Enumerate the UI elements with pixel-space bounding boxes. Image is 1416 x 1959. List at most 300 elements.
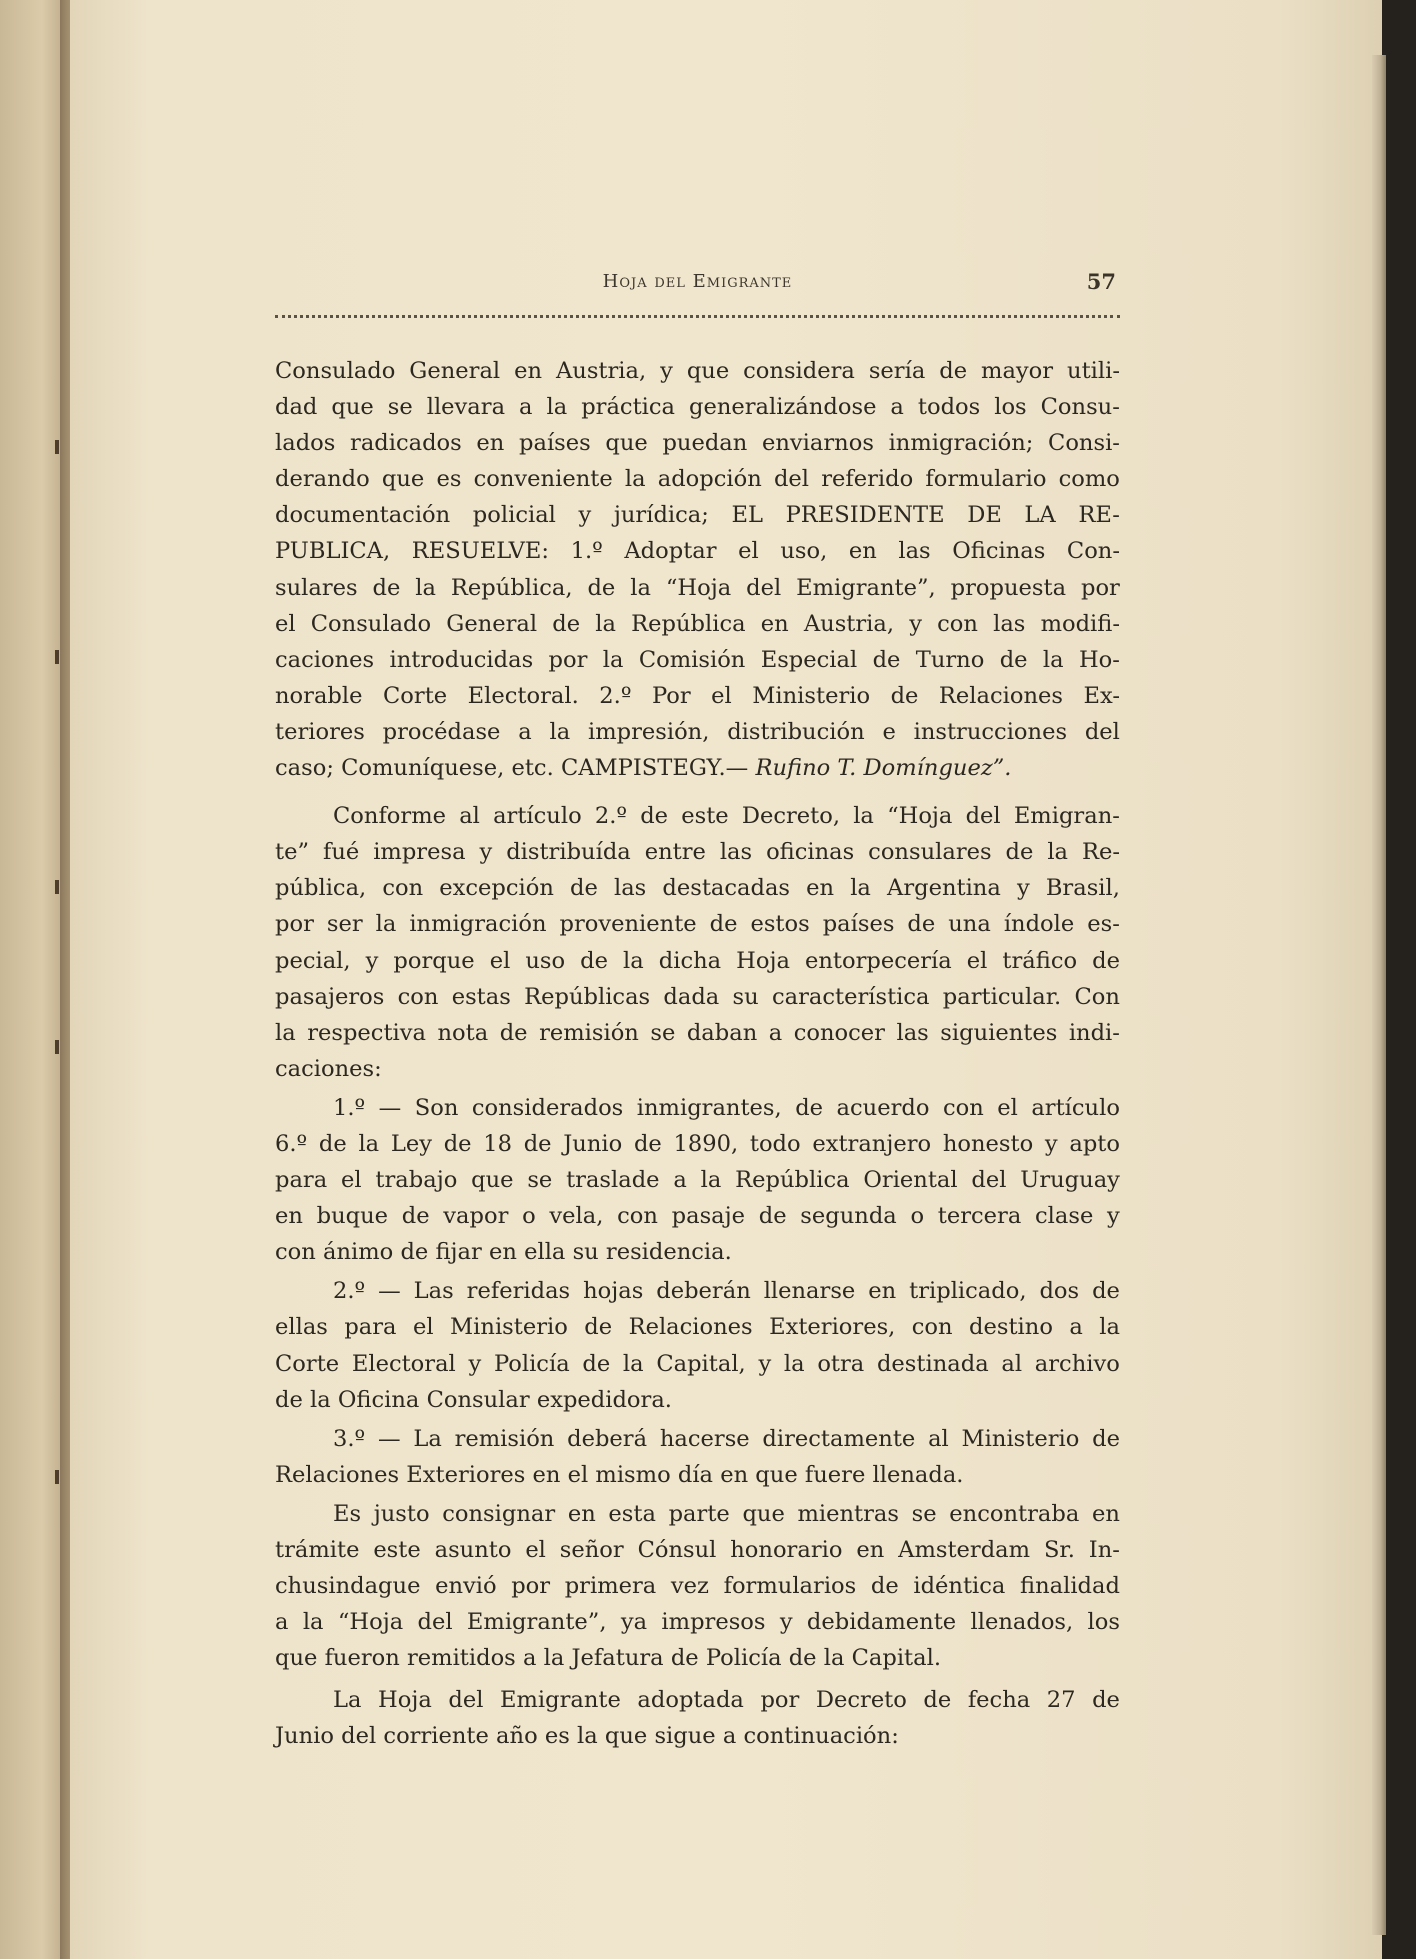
word: con: [397, 983, 439, 1010]
word: la: [630, 574, 651, 601]
word: del: [1084, 718, 1120, 745]
word: “Hoja: [887, 803, 953, 830]
word: considera: [743, 358, 855, 384]
word: de: [907, 911, 936, 938]
text-line: Relaciones Exteriores en el mismo día en que fuere llenada.: [275, 1461, 964, 1488]
word: dad: [275, 394, 318, 421]
word: te”: [275, 839, 310, 866]
word: Policía: [493, 1350, 570, 1377]
word: en: [514, 358, 543, 384]
text-line: [275, 461, 1120, 497]
word: una: [948, 911, 991, 938]
word: para: [344, 1314, 397, 1341]
word: pasajeros: [275, 983, 385, 1010]
word: a: [519, 394, 533, 421]
word: nota: [437, 1019, 489, 1046]
word: acuerdo: [836, 1094, 930, 1121]
word: clase: [1035, 1203, 1094, 1230]
word: apto: [1069, 1130, 1120, 1157]
word: República,: [450, 574, 573, 601]
word: —: [378, 1094, 402, 1121]
word: Adoptar: [624, 538, 717, 565]
word: el: [412, 1314, 434, 1341]
paragraph: [275, 1421, 1120, 1493]
word: y: [468, 1350, 482, 1377]
word: práctica: [581, 394, 676, 421]
word: referidas: [466, 1278, 571, 1305]
text-line: [275, 353, 1120, 389]
word: con: [382, 875, 424, 902]
word: distribución: [727, 718, 865, 745]
word: en: [275, 1203, 303, 1230]
text-line: [275, 1162, 1120, 1198]
word: países: [822, 911, 895, 938]
word: índole: [1003, 911, 1075, 938]
word: fecha: [967, 1687, 1031, 1714]
word: destacadas: [662, 875, 791, 902]
word: al: [928, 1425, 949, 1452]
word: 2.º: [333, 1278, 366, 1305]
word: Emigran-: [1013, 803, 1120, 830]
word: mientras: [797, 1500, 900, 1527]
word: a: [518, 718, 532, 745]
word: porque: [393, 947, 475, 974]
word: se: [911, 1500, 937, 1527]
word: y: [758, 1350, 772, 1377]
word: impresión,: [587, 718, 710, 745]
word: todo: [749, 1130, 801, 1157]
word: policial: [472, 502, 556, 529]
word: Austria,: [555, 358, 647, 384]
word: en: [848, 538, 877, 565]
word: los: [1087, 1609, 1120, 1636]
word: impresos: [661, 1609, 766, 1636]
text-line: que fueron remitidos a la Jefatura de Policía de la Capital.: [275, 1645, 942, 1672]
body-text: [275, 353, 1120, 1755]
text-line: [275, 750, 1120, 786]
word: de: [1092, 1425, 1120, 1452]
word: consulares: [868, 839, 992, 866]
text-line: [275, 1198, 1120, 1234]
word: artículo: [493, 803, 582, 830]
word: hojas: [583, 1278, 644, 1305]
word: a: [890, 394, 904, 421]
word: esta: [608, 1500, 656, 1527]
word: al: [459, 803, 480, 830]
word: destino: [969, 1314, 1053, 1341]
text-line: [275, 1309, 1120, 1345]
word: y: [365, 947, 379, 974]
word: el: [997, 1094, 1018, 1121]
word: ser: [326, 911, 363, 938]
word: Emigrante: [499, 1687, 621, 1714]
text-line: [275, 389, 1120, 425]
word: formulario: [925, 466, 1047, 493]
word: Hoja: [736, 947, 790, 974]
word: Ex-: [1083, 682, 1120, 709]
word: extranjero: [812, 1130, 932, 1157]
word: Brasil,: [1045, 875, 1120, 902]
word: siguientes: [940, 1019, 1058, 1046]
word: Cónsul: [637, 1537, 717, 1563]
word: Ley: [390, 1130, 432, 1157]
word: de: [999, 646, 1028, 673]
word: pecial,: [275, 947, 351, 974]
word: y: [779, 1609, 793, 1636]
word: Relaciones: [938, 682, 1063, 709]
word: EL: [731, 502, 763, 529]
word: impresa: [373, 839, 466, 866]
word: trabajo: [375, 1167, 458, 1194]
word: adoptada: [637, 1687, 744, 1714]
word: deberán: [656, 1278, 751, 1305]
word: el: [341, 1167, 362, 1194]
text-line: [275, 570, 1120, 606]
word: Son: [414, 1094, 459, 1121]
paragraph: [275, 1496, 1120, 1676]
page-number: 57: [1086, 269, 1116, 294]
word: Relaciones: [628, 1314, 753, 1341]
word: 1890,: [673, 1130, 739, 1157]
word: puedan: [662, 430, 748, 457]
word: todos: [917, 394, 981, 421]
word: el: [525, 1537, 546, 1563]
word: con: [937, 610, 978, 637]
word: llenarse: [763, 1278, 856, 1305]
word: de: [1005, 839, 1034, 866]
word: Consu-: [1040, 394, 1120, 421]
word: 6.º: [275, 1130, 308, 1157]
text-segment: caso; Comuníquese, etc. CAMPISTEGY.—: [275, 755, 756, 782]
paragraph: [275, 1273, 1120, 1417]
word: y: [479, 839, 493, 866]
word: destinada: [876, 1350, 989, 1377]
word: la: [1047, 839, 1069, 866]
word: trámite: [275, 1537, 360, 1563]
text-line: [275, 714, 1120, 750]
word: caciones: [275, 646, 375, 673]
word: en: [868, 1278, 897, 1305]
word: República: [735, 1167, 850, 1194]
text-line: [275, 1346, 1120, 1382]
word: primera: [564, 1573, 657, 1600]
word: Decreto,: [741, 803, 841, 830]
word: es: [436, 466, 462, 493]
text-line: [275, 906, 1120, 942]
text-line: de la Oficina Consular expedidora.: [275, 1386, 672, 1413]
text-line: [275, 1126, 1120, 1162]
word: tercera: [937, 1203, 1022, 1230]
word: Capital,: [656, 1350, 746, 1377]
word: países: [519, 430, 591, 457]
word: Emigrante”,: [466, 1609, 607, 1636]
word: entorpecería: [804, 947, 952, 974]
word: instrucciones: [913, 718, 1068, 745]
word: este: [373, 1537, 421, 1563]
word: la: [850, 875, 871, 902]
word: se: [387, 394, 413, 421]
text-line: [275, 678, 1120, 714]
word: vapor: [443, 1203, 509, 1230]
word: propuesta: [950, 574, 1067, 601]
word: la: [624, 466, 646, 493]
word: Re-: [1081, 839, 1120, 866]
word: de: [401, 1203, 430, 1230]
word: General: [446, 610, 538, 637]
word: dada: [663, 983, 720, 1010]
word: dicha: [658, 947, 722, 974]
word: Con: [1074, 983, 1120, 1010]
word: la: [853, 803, 874, 830]
word: llevara: [426, 394, 506, 421]
word: directamente: [762, 1425, 916, 1452]
word: 1.º: [570, 538, 603, 565]
word: estas: [451, 983, 511, 1010]
text-line: [275, 425, 1120, 461]
word: y: [909, 610, 922, 637]
word: Turno: [915, 646, 985, 673]
word: Especial: [760, 646, 858, 673]
word: remisión: [454, 1425, 555, 1452]
signature-name: Rufino T. Domínguez”.: [755, 755, 1012, 782]
word: deberá: [567, 1425, 648, 1452]
word: PRESIDENTE: [785, 502, 945, 529]
word: Ho-: [1078, 646, 1120, 673]
word: en: [567, 1500, 596, 1527]
word: sería: [868, 358, 926, 384]
word: —: [377, 1425, 401, 1452]
word: vez: [670, 1573, 709, 1600]
word: considerados: [471, 1094, 624, 1121]
header-dotted-rule: [275, 315, 1120, 318]
text-line: [275, 1015, 1120, 1051]
word: General: [409, 358, 501, 384]
word: enviarnos: [761, 430, 874, 457]
word: del: [773, 466, 810, 493]
text-line: [275, 1496, 1120, 1532]
word: por: [1080, 574, 1120, 601]
word: la: [275, 1019, 296, 1046]
word: idéntica: [913, 1573, 1006, 1600]
word: Es: [333, 1500, 362, 1527]
word: en: [476, 430, 505, 457]
word: de: [1092, 1278, 1120, 1305]
text-line: [275, 870, 1120, 906]
word: por: [760, 1687, 800, 1714]
word: la: [622, 1350, 644, 1377]
word: de: [570, 875, 598, 902]
word: de: [499, 1019, 528, 1046]
word: documentación: [275, 502, 451, 529]
word: Conforme: [333, 803, 447, 830]
word: archivo: [1034, 1350, 1120, 1377]
word: 1.º: [333, 1094, 366, 1121]
word: referido: [821, 466, 914, 493]
running-header: [275, 271, 1120, 303]
word: que: [605, 430, 648, 457]
word: la: [415, 574, 436, 601]
word: Consulado: [310, 610, 432, 637]
word: de: [584, 1314, 613, 1341]
word: de: [758, 1203, 787, 1230]
word: a: [768, 1019, 783, 1046]
word: Repúblicas: [524, 983, 651, 1010]
word: traslade: [566, 1167, 660, 1194]
running-title: Hoja del Emigrante: [602, 271, 793, 292]
word: por: [511, 1573, 551, 1600]
word: la: [623, 947, 644, 974]
word: Oficinas: [952, 538, 1046, 565]
word: 2.º: [594, 803, 628, 830]
word: sulares: [275, 574, 358, 601]
word: de: [870, 1573, 899, 1600]
word: de: [587, 574, 616, 601]
word: la: [700, 1167, 722, 1194]
word: de: [872, 646, 901, 673]
word: Con-: [1066, 538, 1120, 565]
word: 27: [1046, 1687, 1076, 1714]
word: respectiva: [307, 1019, 426, 1046]
word: ellas: [275, 1314, 328, 1341]
text-line: Junio del corriente año es la que sigue a continuación:: [275, 1723, 899, 1750]
word: de: [443, 1130, 472, 1157]
word: de: [582, 1350, 611, 1377]
word: a: [673, 1167, 687, 1194]
word: los: [994, 394, 1027, 421]
word: uso,: [780, 538, 828, 565]
word: lados: [275, 430, 336, 457]
text-line: [275, 497, 1120, 533]
text-line: [275, 606, 1120, 642]
word: la: [595, 610, 616, 637]
word: honesto: [942, 1130, 1034, 1157]
word: con: [942, 1094, 984, 1121]
word: triplicado,: [909, 1278, 1027, 1305]
word: Corte: [383, 682, 448, 709]
word: oficinas: [766, 839, 855, 866]
word: PUBLICA,: [275, 538, 391, 565]
word: del: [965, 803, 1001, 830]
word: que: [331, 394, 374, 421]
text-line: [275, 1604, 1120, 1640]
word: Corte: [275, 1350, 340, 1377]
word: segunda: [800, 1203, 897, 1230]
word: de: [939, 358, 968, 384]
text-line: con ánimo de fijar en ella su residencia.: [275, 1239, 732, 1266]
word: de: [1092, 1687, 1120, 1714]
word: procédase: [382, 718, 501, 745]
word: norable: [275, 682, 363, 709]
word: el: [489, 947, 511, 974]
word: las: [993, 610, 1026, 637]
text-line: [275, 1682, 1120, 1718]
word: RESUELVE:: [411, 538, 550, 565]
word: 18: [483, 1130, 512, 1157]
word: Junio: [563, 1130, 623, 1157]
word: que: [742, 1500, 785, 1527]
word: proveniente: [559, 911, 697, 938]
word: teriores: [275, 718, 365, 745]
word: vela,: [549, 1203, 604, 1230]
word: del: [971, 1167, 1007, 1194]
word: las: [898, 538, 931, 565]
word: en: [806, 875, 835, 902]
word: con: [617, 1203, 658, 1230]
word: se: [650, 1019, 676, 1046]
word: Uruguay: [1020, 1167, 1120, 1194]
word: las: [613, 875, 647, 902]
word: este: [681, 803, 729, 830]
paragraph: [275, 798, 1120, 1087]
word: Electoral.: [467, 682, 579, 709]
word: indi-: [1068, 1019, 1120, 1046]
word: generalizándose: [689, 394, 877, 421]
word: tráfico: [1002, 947, 1078, 974]
word: —: [378, 1278, 401, 1305]
word: la: [602, 646, 624, 673]
word: de: [709, 911, 738, 938]
word: conocer: [793, 1019, 885, 1046]
word: la: [1099, 1314, 1120, 1341]
word: de: [923, 1687, 952, 1714]
text-line: [275, 834, 1120, 870]
word: de: [318, 1130, 347, 1157]
word: ya: [620, 1609, 648, 1636]
word: su: [732, 983, 759, 1010]
word: a: [1069, 1314, 1083, 1341]
binding-marks: [55, 440, 63, 1490]
word: Exteriores,: [769, 1314, 896, 1341]
word: buque: [316, 1203, 389, 1230]
text-line: [275, 798, 1120, 834]
text-line: [275, 1532, 1120, 1568]
word: que: [381, 466, 425, 493]
word: introducidas: [389, 646, 534, 673]
word: las: [719, 839, 753, 866]
word: Ministerio: [450, 1314, 568, 1341]
word: consignar: [442, 1500, 556, 1527]
word: Sr.: [1043, 1537, 1075, 1563]
word: Amsterdam: [898, 1537, 1031, 1563]
word: remisión: [539, 1019, 639, 1046]
word: chusindague: [275, 1573, 421, 1600]
word: señor: [559, 1537, 624, 1563]
word: o: [910, 1203, 925, 1230]
word: Ministerio: [961, 1425, 1080, 1452]
word: Austria,: [803, 610, 895, 637]
word: se: [527, 1167, 553, 1194]
word: de: [523, 1130, 552, 1157]
word: particular.: [942, 983, 1062, 1010]
word: distribuída: [506, 839, 631, 866]
word: pasaje: [671, 1203, 746, 1230]
word: conveniente: [473, 466, 613, 493]
word: al: [1001, 1350, 1023, 1377]
word: el: [738, 538, 759, 565]
word: el: [275, 610, 296, 637]
word: La: [333, 1687, 362, 1714]
word: DE: [967, 502, 1002, 529]
word: República: [631, 610, 746, 637]
word: de: [1092, 947, 1120, 974]
word: honorario: [730, 1537, 843, 1563]
text-line: [275, 1568, 1120, 1604]
word: la: [375, 911, 397, 938]
paragraph: [275, 1682, 1120, 1754]
word: como: [1058, 466, 1120, 493]
word: encontraba: [949, 1500, 1080, 1527]
word: debidamente: [806, 1609, 957, 1636]
